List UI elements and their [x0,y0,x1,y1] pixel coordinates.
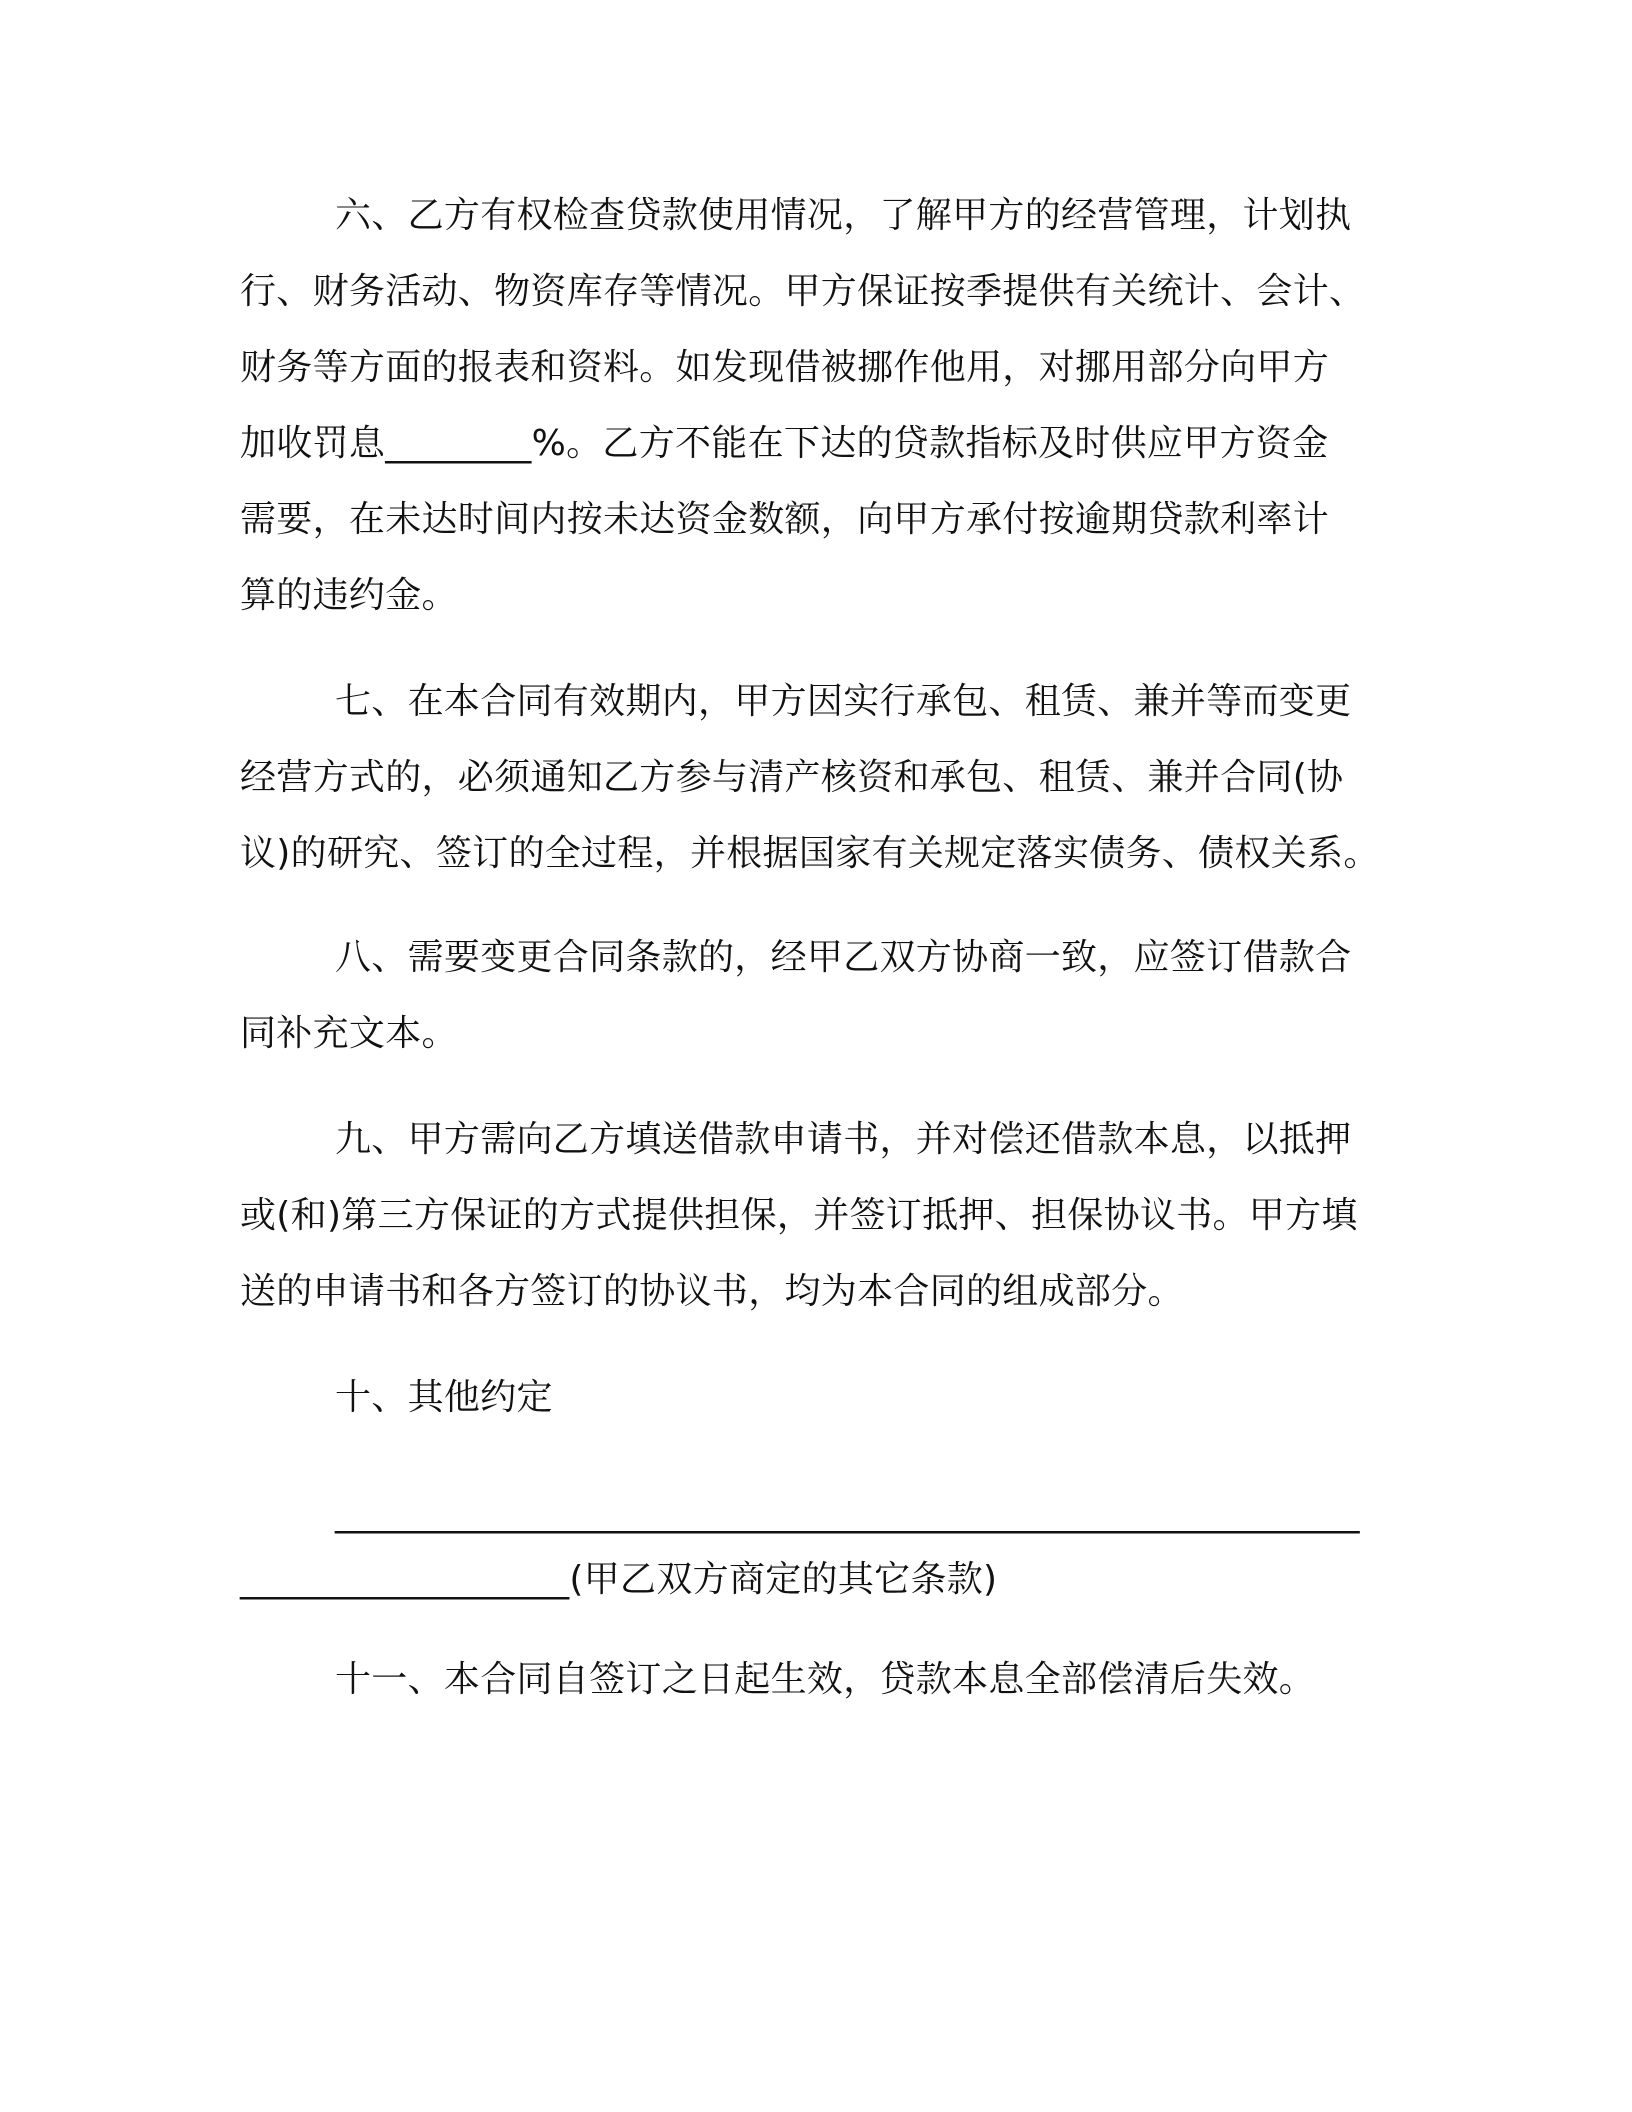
clause-8-line-1: 八、需要变更合同条款的，经甲乙双方协商一致，应签订借款合 [335,937,1352,978]
clause-10-blank-tail: __________________(甲乙双方商定的其它条款) [240,1559,998,1600]
clause-9-line-2: 或(和)第三方保证的方式提供担保，并签订抵押、担保协议书。甲方填 [240,1195,1358,1236]
clause-6-line-4: 加收罚息________%。乙方不能在下达的贷款指标及时供应甲方资金 [240,423,1329,464]
clause-6-line-1: 六、乙方有权检查贷款使用情况，了解甲方的经营管理，计划执 [335,195,1352,236]
clause-9-line-1: 九、甲方需向乙方填送借款申请书，并对偿还借款本息，以抵押 [335,1119,1352,1160]
clause-6-line-6: 算的违约金。 [240,575,458,616]
clause-10-heading: 十、其他约定 [335,1377,553,1418]
clause-8-line-2: 同补充文本。 [240,1013,458,1054]
clause-6-line-2: 行、财务活动、物资库存等情况。甲方保证按季提供有关统计、会计、 [240,271,1366,312]
clause-6-line-3: 财务等方面的报表和资料。如发现借被挪作他用，对挪用部分向甲方 [240,347,1330,388]
clause-7-line-1: 七、在本合同有效期内，甲方因实行承包、租赁、兼并等而变更 [335,681,1352,722]
clause-11-line-1: 十一、本合同自签订之日起生效，贷款本息全部偿清后失效。 [335,1659,1316,1700]
clause-6-line-5: 需要，在未达时间内按未达资金数额，向甲方承付按逾期贷款利率计 [240,499,1330,540]
clause-9-line-3: 送的申请书和各方签订的协议书，均为本合同的组成部分。 [240,1271,1184,1312]
clause-7-line-3: 议)的研究、签订的全过程，并根据国家有关规定落实债务、债权关系。 [240,833,1380,874]
clause-7-line-2: 经营方式的，必须通知乙方参与清产核资和承包、租赁、兼并合同(协 [240,757,1344,798]
clause-10-blank-line: ________________________________________________________ [335,1493,1360,1534]
